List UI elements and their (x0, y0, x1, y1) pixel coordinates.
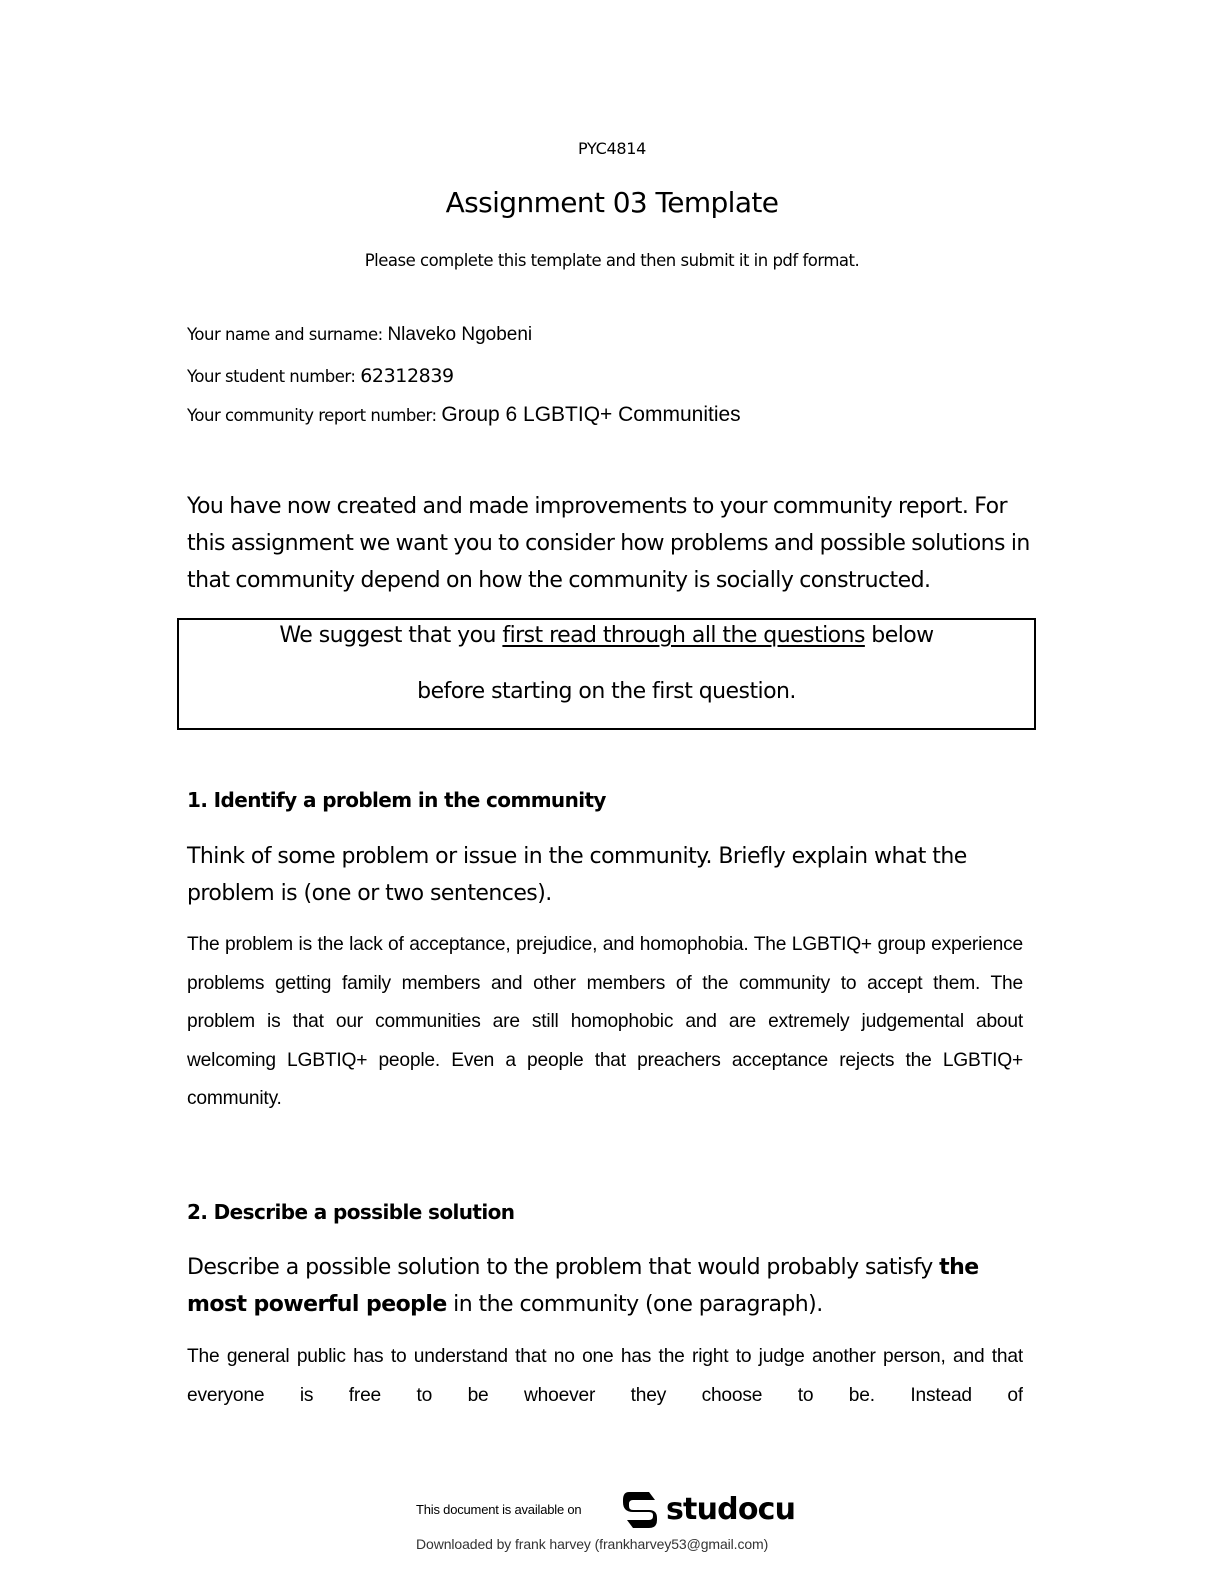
section-2-prompt-after: in the community (one paragraph). (446, 1292, 823, 1317)
name-field-value: Nlaveko Ngobeni (387, 324, 533, 345)
section-1-answer: The problem is the lack of acceptance, prejudice, and homophobia. The LGBTIQ+ group experience problems getting family members and other members of the community to accept them. The problem is that our communities are still homophobic and are extremely judgemental about welcoming LGBTIQ+ people. Even a people that preachers acceptance rejects the LGBTIQ+ community. (187, 934, 1023, 1109)
course-code: PYC4814 (578, 139, 646, 158)
notice-text-before: We suggest that you (279, 623, 503, 648)
name-field (187, 324, 532, 346)
section-2-prompt-before: Describe a possible solution to the problem that would probably satisfy (187, 1255, 940, 1280)
report-number-field (187, 403, 741, 427)
studocu-logo-icon (619, 1488, 663, 1532)
footer-available-text: This document is available on (416, 1502, 582, 1517)
studocu-brand-text: studocu (666, 1492, 796, 1527)
document-title: Assignment 03 Template (445, 186, 779, 219)
notice-line-2: before starting on the first question. (417, 679, 796, 704)
notice-text-after: below (864, 623, 934, 648)
section-2-answer (187, 1338, 1023, 1415)
document-instruction: Please complete this template and then submit it in pdf format. (364, 251, 860, 270)
section-2-heading: 2. Describe a possible solution (187, 1200, 515, 1224)
section-1-prompt: Think of some problem or issue in the community. Briefly explain what the problem is (one or two sentences). (187, 844, 967, 906)
student-number-value: 62312839 (360, 365, 454, 387)
section-2-prompt-bold: the most powerful people (187, 1255, 979, 1317)
intro-paragraph: You have now created and made improvements to your community report. For this assignment we want you to consider how problems and possible solutions in that community depend on how the community is socially constructed. (187, 494, 1030, 593)
report-number-label: Your community report number: (187, 406, 442, 425)
notice-line-1 (179, 623, 1034, 648)
notice-box (177, 618, 1036, 730)
section-2-prompt (187, 1249, 1037, 1323)
footer-downloaded-text: Downloaded by frank harvey (frankharvey53@gmail.com) (416, 1536, 769, 1552)
notice-underlined-text: first read through all the questions (502, 623, 865, 648)
student-number-label: Your student number: (187, 367, 361, 386)
section-1-heading: 1. Identify a problem in the community (187, 788, 606, 812)
student-number-field (187, 365, 454, 387)
report-number-value: Group 6 LGBTIQ+ Communities (441, 403, 741, 426)
section-2-answer-text: The general public has to understand that no one has the right to judge another person, and that everyone is free to be whoever they choose to be. Instead of (187, 1346, 1023, 1406)
studocu-logo[interactable] (619, 1488, 799, 1532)
name-field-label: Your name and surname: (187, 325, 388, 344)
